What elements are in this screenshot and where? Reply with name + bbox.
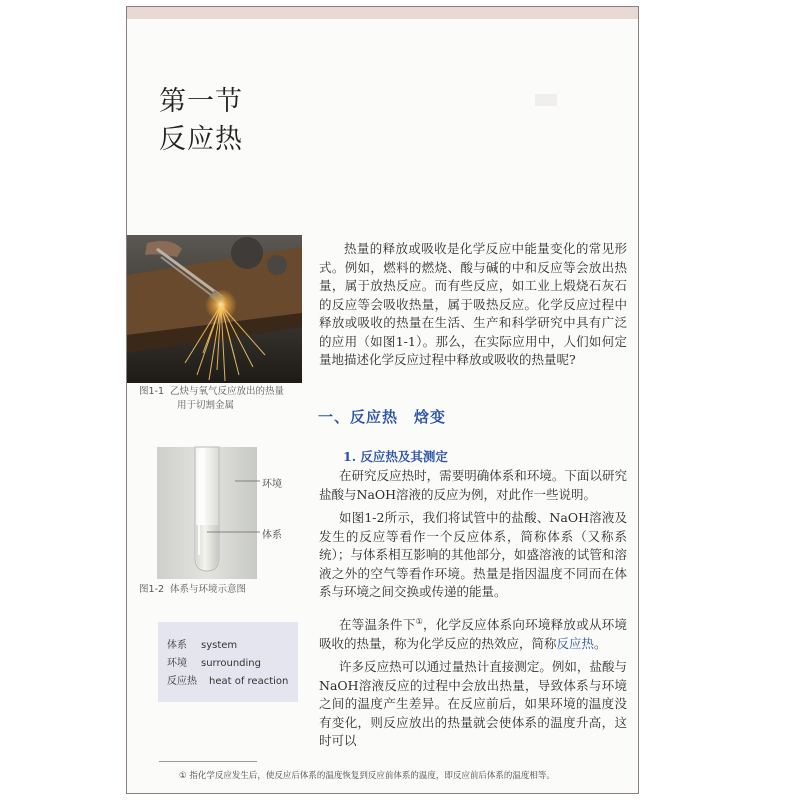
top-color-band [127,7,638,19]
figure-1-1-caption-line1: 乙炔与氧气反应放出的热量 [170,386,285,397]
footnote-marker[interactable]: ① [415,617,424,626]
figure-1-1-caption [139,385,299,413]
figure-1-2-caption [139,583,246,597]
figure-1-2-caption-text: 体系与环境示意图 [170,584,247,595]
figure-1-2-leader-lines [157,447,307,579]
figure-1-1-photo [127,235,302,383]
textbook-page [126,6,639,794]
glossary-term-en: system [201,640,238,651]
paragraph-definition [319,613,627,653]
cutting-torch-image [127,235,302,383]
glossary-term-zh: 环境 [167,658,187,669]
paragraph-figure-explanation: 如图1-2所示，我们将试管中的盐酸、NaOH溶液及发生的反应等看作一个反应体系，简称体系（又称系统）；与体系相互影响的其他部分，如盛溶液的试管和溶液之外的空气等看作环境。热量是指因温度不同而在体系与环境之间交换或传递的能量。 [319,510,627,599]
label-environment: 环境 [262,479,282,490]
glossary-term-en: heat of reaction [209,676,289,687]
definition-text-1: 在等温条件下 [339,617,416,633]
paragraph-system-environment: 在研究反应热时，需要明确体系和环境。下面以研究盐酸与NaOH溶液的反应为例，对此作一些说明。 [319,468,627,502]
figure-1-2-number: 图1-2 [139,584,165,595]
intro-paragraph: 热量的释放或吸收是化学反应中能量变化的常见形式。例如，燃料的燃烧、酸与碱的中和反应等会放出热量，属于放热反应。而有些反应，如工业上煅烧石灰石的反应等会吸收热量，属于吸热反应。化学反应过程中释放或吸收的热量在生活、生产和科学研究中具有广泛的应用（如图1-1）。那么，在实际应用中，人们如何定量地描述化学反应过程中释放或吸收的热量呢? [319,241,627,367]
heading-heat-of-reaction: 一、反应热 焓变 [318,408,447,426]
figure-1-1-caption-line2: 用于切割金属 [177,400,235,411]
section-title: 反应热 [159,124,243,155]
glossary-term-en: surrounding [201,658,261,669]
glossary-box [158,622,298,702]
subheading-measurement: 1. 反应热及其测定 [343,449,448,464]
paragraph-calorimeter: 许多反应热可以通过量热计直接测定。例如，盐酸与NaOH溶液反应的过程中会放出热量，导致体系与环境之间的温度产生差异。在反应前后，如果环境的温度没有变化，则反应放出的热量就会使体系的温度升高，这时可以 [319,659,627,748]
label-system: 体系 [262,530,282,541]
section-number: 第一节 [159,86,243,117]
term-heat-of-reaction: 反应热 [556,635,595,651]
glossary-row [167,673,298,691]
faint-mark [535,94,557,106]
definition-text-2: ，化学反应体系向环境释放或从环境吸收的热量，称为化学反应的热效应，简称 [319,617,627,651]
glossary-row [167,655,298,673]
figure-1-2 [157,447,307,579]
footnote-text: ① 指化学反应发生后，使反应后体系的温度恢复到反应前体系的温度，即反应前后体系的温度相等。 [179,771,555,781]
figure-1-1-number: 图1-1 [139,386,165,397]
glossary-term-zh: 反应热 [167,676,197,687]
footnote-divider [159,761,257,762]
glossary-row [167,637,298,655]
definition-text-end: 。 [594,635,607,651]
glossary-term-zh: 体系 [167,640,187,651]
